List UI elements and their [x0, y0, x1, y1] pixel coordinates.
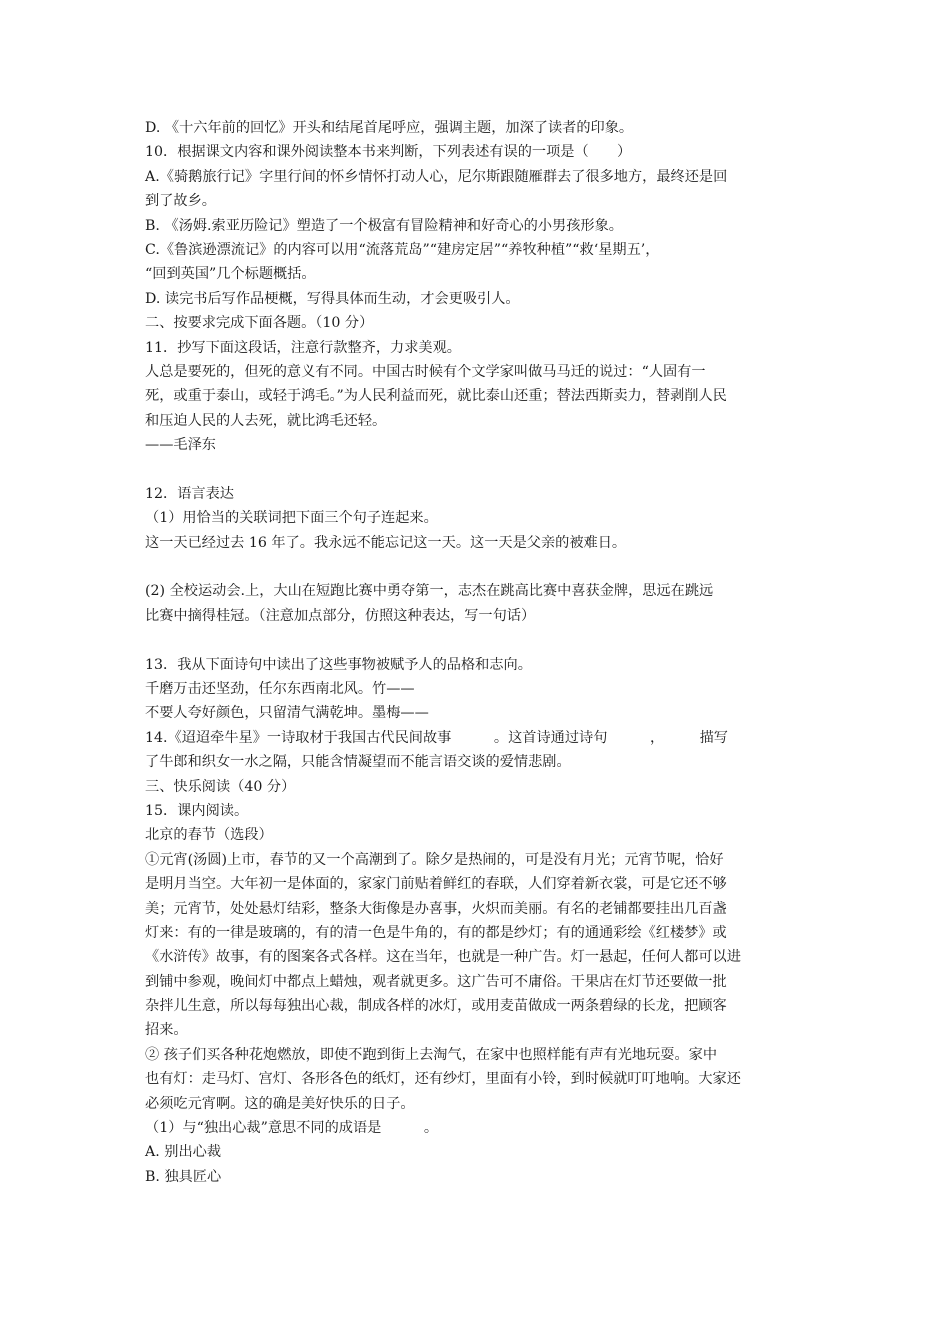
passage-p1-line4: 灯来：有的一律是玻璃的，有的清一色是牛角的，有的都是纱灯；有的通通彩绘《红楼梦》或 [145, 924, 727, 941]
q10-stem: 10．根据课文内容和课外阅读整本书来判断，下列表述有误的一项是（ ） [145, 144, 632, 161]
passage-p1-line3: 美；元宵节，处处悬灯结彩，整条大街像是办喜事，火炽而美丽。有名的老铺都要挂出几百盏 [145, 900, 727, 917]
blank-spacer [145, 555, 810, 579]
blank-spacer [145, 457, 810, 481]
q10-option-a-line1: A.《骑鹅旅行记》字里行间的怀乡情怀打动人心，尼尔斯跟随雁群去了很多地方，最终还是回 [145, 168, 728, 185]
passage-p2-line2: 也有灯：走马灯、宫灯、各形各色的纸灯，还有纱灯，里面有小铃，到时候就叮叮地响。大家还 [145, 1071, 741, 1088]
q11-stem: 11．抄写下面这段话，注意行款整齐，力求美观。 [145, 339, 461, 356]
q13-item1: 千磨万击还坚劲，任尔东西南北风。竹—— [145, 680, 415, 697]
q9-option-d: D. 《十六年前的回忆》开头和结尾首尾呼应，强调主题，加深了读者的印象。 [145, 120, 634, 136]
q11-author: ——毛泽东 [145, 437, 216, 454]
q12-part1-stem: （1）用恰当的关联词把下面三个句子连起来。 [145, 510, 438, 527]
passage-p2-line3: 必须吃元宵啊。这的确是美好快乐的日子。 [145, 1095, 415, 1112]
q10-option-c-line2: “回到英国”几个标题概括。 [145, 266, 316, 283]
blank-spacer [145, 628, 810, 652]
q15-part1-option-a: A. 别出心裁 [145, 1144, 222, 1161]
q10-option-b: B. 《汤姆.索亚历险记》塑造了一个极富有冒险精神和好奇心的小男孩形象。 [145, 217, 623, 234]
q14-line1: 14.《迢迢牵牛星》一诗取材于我国古代民间故事 。这首诗通过诗句 ， 描写 [145, 729, 728, 746]
document-body [145, 116, 810, 1189]
q15-stem: 15．课内阅读。 [145, 802, 249, 819]
q15-part1-stem: （1）与“独出心裁”意思不同的成语是 。 [145, 1120, 439, 1137]
q12-part2-line1: (2) 全校运动会.上，大山在短跑比赛中勇夺第一，志杰在跳高比赛中喜获金牌，思远在跳远 [145, 583, 714, 600]
passage-p1-line1: ①元宵(汤圆)上市，春节的又一个高潮到了。除夕是热闹的，可是没有月光；元宵节呢，恰好 [145, 851, 724, 868]
q10-option-d: D. 读完书后写作品梗概，写得具体而生动，才会更吸引人。 [145, 290, 520, 307]
q13-stem: 13．我从下面诗句中读出了这些事物被赋予人的品格和志向。 [145, 656, 532, 673]
q12-stem: 12．语言表达 [145, 485, 234, 502]
q11-text-line1: 人总是要死的，但死的意义有不同。中国古时候有个文学家叫做马马迁的说过：“人固有一 [145, 363, 706, 380]
passage-p1-line2: 是明月当空。大年初一是体面的，家家门前贴着鲜红的春联，人们穿着新衣裳，可是它还不够 [145, 876, 727, 893]
q12-part2-line2: 比赛中摘得桂冠。（注意加点部分，仿照这种表达，写一句话） [145, 607, 536, 624]
q10-option-a-line2: 到了故乡。 [145, 193, 216, 210]
q11-text-line3: 和压迫人民的人去死，就比鸿毛还轻。 [145, 412, 387, 429]
q11-text-line2: 死，或重于泰山，或轻于鸿毛。”为人民利益而死，就比泰山还重；替法西斯卖力，替剥削人民 [145, 388, 727, 405]
passage-p1-line7: 杂拌儿生意，所以每每独出心裁，制成各样的冰灯，或用麦苗做成一两条碧绿的长龙，把顾客 [145, 998, 727, 1015]
passage-p1-line8: 招来。 [145, 1022, 188, 1039]
passage-p1-line6: 到铺中参观，晚间灯中都点上蜡烛，观者就更多。这广告可不庸俗。干果店在灯节还要做一批 [145, 973, 727, 990]
q14-line2: 了牛郎和织女一水之隔，只能含情凝望而不能言语交谈的爱情悲剧。 [145, 754, 571, 771]
q12-part1-text: 这一天已经过去 16 年了。我永远不能忘记这一天。这一天是父亲的被难日。 [145, 534, 627, 551]
section-2-heading: 二、按要求完成下面各题。（10 分） [145, 315, 374, 332]
passage-p1-line5: 《水浒传》故事，有的图案各式各样。这在当年，也就是一种广告。灯一悬起，任何人都可以进 [145, 949, 741, 966]
passage-title: 北京的春节（选段） [145, 827, 273, 844]
section-3-heading: 三、快乐阅读（40 分） [145, 778, 296, 795]
q13-item2: 不要人夸好颜色，只留清气满乾坤。墨梅—— [145, 705, 429, 722]
q15-part1-option-b: B. 独具匠心 [145, 1168, 222, 1185]
passage-p2-line1: ② 孩子们买各种花炮燃放，即使不跑到街上去淘气，在家中也照样能有声有光地玩耍。家中 [145, 1046, 718, 1063]
q10-option-c-line1: C.《鲁滨逊漂流记》的内容可以用“流落荒岛”“建房定居”“养牧种植”“救‘星期五’， [145, 241, 660, 258]
